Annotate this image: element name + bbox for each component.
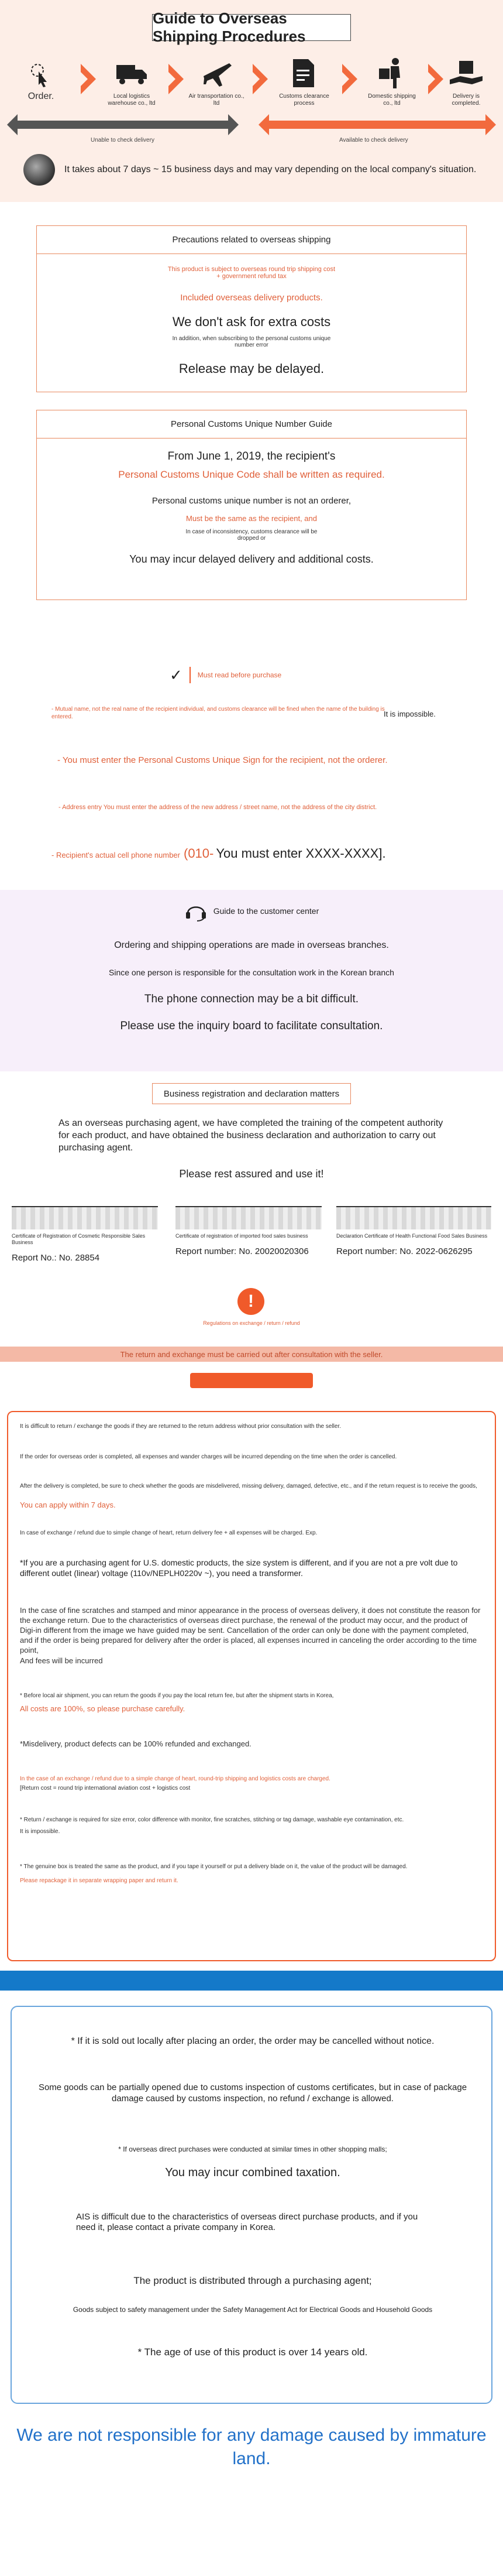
precaution-delay: Release may be delayed. bbox=[178, 361, 325, 376]
warn-address: - Address entry You must enter the address of the new address / street name, not the address of the city district. bbox=[58, 804, 377, 811]
customs-document-icon bbox=[275, 56, 333, 91]
step-order: Order. bbox=[12, 56, 70, 100]
step-air-transport: Air transportation co., ltd bbox=[187, 56, 246, 107]
notice-safety: Goods subject to safety management under the Safety Management Act for Electrical Goods and Household Goods bbox=[73, 2306, 433, 2314]
section-divider-bar bbox=[0, 1971, 503, 1991]
list-item: After the delivery is completed, be sure to check whether the goods are misdelivered, missing delivery, damaged, defective, etc., and if the return request is to receive the goods, bbox=[20, 1483, 477, 1489]
business-assure: Please rest assured and use it! bbox=[179, 1168, 324, 1180]
list-item: All costs are 100%, so please purchase carefully. bbox=[20, 1704, 185, 1713]
return-rules-list bbox=[7, 1411, 496, 1961]
notice-age: * The age of use of this product is over 14 years old. bbox=[137, 2347, 368, 2358]
step-domestic-shipping: Domestic shipping co., ltd bbox=[363, 56, 421, 107]
notice-partial: Some goods can be partially opened due to customs inspection of customs certificates, but in case of package damage caused by customs inspection, no refund / exchange is allowed. bbox=[38, 2082, 467, 2104]
list-item: If the order for overseas order is completed, all expenses and wander charges will be incurred depending on the time when the order is cancelled. bbox=[20, 1454, 397, 1460]
precautions-heading: Precautions related to overseas shipping bbox=[37, 226, 466, 254]
notices-box bbox=[11, 2006, 492, 2404]
warn-nickname: - Mutual name, not the real name of the recipient individual, and customs clearance will be fined when the name of the building is entered. bbox=[51, 706, 385, 720]
certificate-image bbox=[12, 1206, 158, 1229]
certificate-image bbox=[336, 1206, 491, 1229]
list-item: It is difficult to return / exchange the goods if they are returned to the return address without prior consultation with the seller. bbox=[20, 1423, 342, 1430]
notice-as-difficult: AIS is difficult due to the characteristics of overseas direct purchase products, and if you need it, please contact a private company in Korea. bbox=[76, 2212, 418, 2232]
handover-box-icon bbox=[440, 56, 492, 91]
step-customs: Customs clearance process bbox=[275, 56, 333, 107]
cc-line-1: Ordering and shipping operations are made in overseas branches. bbox=[114, 940, 389, 950]
cert-imported-food: Certificate of registration of imported food sales business Report number: No. 20020020306 bbox=[175, 1206, 322, 1256]
list-item: * Before local air shipment, you can return the goods if you pay the local return fee, but after the shipment starts in Korea, bbox=[20, 1693, 334, 1699]
airplane-icon bbox=[187, 56, 246, 91]
return-regulations-label: Regulations on exchange / return / refund bbox=[203, 1320, 300, 1326]
list-item: *If you are a purchasing agent for U.S. domestic products, the size system is different, and if you are not a pre volt due to different outlet (linear) voltage (110v/NEPLH0220v ~), you need a transformer. bbox=[20, 1558, 458, 1578]
list-item: * The genuine box is treated the same as the product, and if you tape it yourself or put a delivery blade on it, the value of the product will be damaged. bbox=[20, 1864, 408, 1870]
business-body: As an overseas purchasing agent, we have completed the training of the competent authority for each product, and have obtained the business declaration and authorization to carry out purchasing agent. bbox=[58, 1118, 443, 1153]
unable-caption: Unable to check delivery bbox=[91, 137, 154, 143]
precaution-no-extra: We don't ask for extra costs bbox=[172, 314, 331, 329]
step-local-warehouse: Local logistics warehouse co., ltd bbox=[102, 56, 161, 107]
step-arrow bbox=[253, 64, 268, 94]
must-read-header bbox=[170, 664, 345, 686]
must-read-label: Must read before purchase bbox=[197, 671, 282, 679]
pcun-same: Must be the same as the recipient, and bbox=[185, 514, 317, 523]
pcun-not-orderer: Personal customs unique number is not an orderer, bbox=[151, 496, 352, 506]
cert-health-food: Declaration Certificate of Health Functional Food Sales Business Report number: No. 2022-0626295 bbox=[336, 1206, 491, 1256]
certificate-image bbox=[175, 1206, 322, 1229]
notice-combined-tax: You may incur combined taxation. bbox=[165, 2166, 340, 2179]
return-banner: The return and exchange must be carried out after consultation with the seller. bbox=[0, 1347, 503, 1362]
delivery-truck-icon bbox=[102, 56, 161, 91]
list-item: You can apply within 7 days. bbox=[20, 1501, 116, 1509]
cc-line-3: The phone connection may be a bit difficult. bbox=[144, 993, 359, 1005]
precaution-subject: This product is subject to overseas round trip shipping cost + government refund tax bbox=[167, 266, 336, 280]
warn-phone: - Recipient's actual cell phone number (010- You must enter XXXX-XXXX]. bbox=[51, 846, 386, 861]
available-caption: Available to check delivery bbox=[339, 137, 408, 143]
shipping-guide-title: Guide to Overseas Shipping Procedures bbox=[152, 14, 351, 41]
notice-purchasing-agent: The product is distributed through a purchasing agent; bbox=[133, 2275, 372, 2286]
customs-number-box bbox=[36, 410, 467, 600]
pcun-incur: You may incur delayed delivery and additional costs. bbox=[129, 553, 374, 565]
list-item: And fees will be incurred bbox=[20, 1656, 103, 1665]
shipping-procedure-section bbox=[0, 0, 503, 202]
notice-sold-out: * If it is sold out locally after placing an order, the order may be cancelled without notice. bbox=[71, 2036, 435, 2046]
list-item: In the case of an exchange / refund due to a simple change of heart, round-trip shipping and logistics costs are charged. bbox=[20, 1776, 330, 1782]
closing-statement: We are not responsible for any damage caused by immature land. bbox=[16, 2426, 487, 2468]
check-mark-icon: ✓ bbox=[170, 666, 182, 684]
trackable-bar bbox=[269, 121, 485, 129]
customer-center-section bbox=[0, 890, 503, 1071]
headset-icon bbox=[184, 900, 208, 922]
step-arrow bbox=[81, 64, 96, 94]
delivery-time-note: It takes about 7 days ~ 15 business days and may vary depending on the local company's situation. bbox=[23, 153, 480, 186]
list-item: It is impossible. bbox=[20, 1828, 60, 1835]
precautions-box bbox=[36, 225, 467, 392]
customs-number-heading: Personal Customs Unique Number Guide bbox=[37, 410, 466, 439]
notice-similar: * If overseas direct purchases were conducted at similar times in other shopping malls; bbox=[118, 2145, 387, 2153]
list-item: Please repackage it in separate wrapping paper and return it. bbox=[20, 1878, 178, 1884]
list-item: [Return cost = round trip international aviation cost + logistics cost bbox=[20, 1785, 191, 1791]
step-delivered: Delivery is completed. bbox=[440, 56, 492, 107]
alert-icon: ! bbox=[237, 1288, 264, 1315]
cursor-click-icon bbox=[12, 56, 70, 91]
list-item: * Return / exchange is required for size error, color difference with monitor, fine scratches, stitching or tag damage, washable eye contamination, etc. bbox=[20, 1817, 404, 1823]
list-item: In the case of fine scratches and stamped and minor appearance in the process of overseas delivery, it does not constitute the reason for the exchange return. Due to the characteristics of overseas direct purchase, the renewal of the product may occur, and the product of Digi-in different from the image we have guided may be sent. Cancellation of the order can only be done with the payment completed, and if the order is being prepared for delivery after the order is placed, all expenses incurred in canceling the order according to the time point, bbox=[20, 1606, 481, 1654]
package-carrier-icon bbox=[363, 56, 421, 91]
pcun-inconsistency: In case of inconsistency, customs clearance will be dropped or bbox=[185, 529, 318, 542]
pcun-required: Personal Customs Unique Code shall be written as required. bbox=[118, 469, 385, 480]
customer-center-heading: Guide to the customer center bbox=[213, 906, 319, 916]
shipping-steps bbox=[12, 56, 491, 120]
cc-line-2: Since one person is responsible for the consultation work in the Korean branch bbox=[109, 968, 394, 977]
divider bbox=[190, 667, 191, 683]
list-item: *Misdelivery, product defects can be 100% refunded and exchanged. bbox=[20, 1739, 252, 1748]
precaution-included: Included overseas delivery products. bbox=[180, 293, 323, 303]
business-heading: Business registration and declaration matters bbox=[152, 1083, 351, 1104]
return-highlight-bar bbox=[190, 1373, 313, 1388]
customer-center-header bbox=[152, 900, 351, 922]
avatar bbox=[23, 154, 55, 186]
list-item: In case of exchange / refund due to simple change of heart, return delivery fee + all expenses will be charged. Exp. bbox=[20, 1530, 318, 1536]
step-arrow bbox=[168, 64, 184, 94]
cc-line-4: Please use the inquiry board to facilitate consultation. bbox=[120, 1020, 383, 1032]
cert-cosmetic: Certificate of Registration of Cosmetic Responsible Sales Business Report No.: No. 28854 bbox=[12, 1206, 158, 1263]
warn-sign: - You must enter the Personal Customs Unique Sign for the recipient, not the orderer. bbox=[57, 755, 388, 765]
pcun-from: From June 1, 2019, the recipient's bbox=[167, 450, 336, 463]
warn-impossible: It is impossible. bbox=[384, 710, 436, 718]
unable-to-track-bar bbox=[18, 121, 228, 129]
precaution-addition: In addition, when subscribing to the personal customs unique number error bbox=[172, 335, 331, 348]
step-arrow bbox=[342, 64, 357, 94]
